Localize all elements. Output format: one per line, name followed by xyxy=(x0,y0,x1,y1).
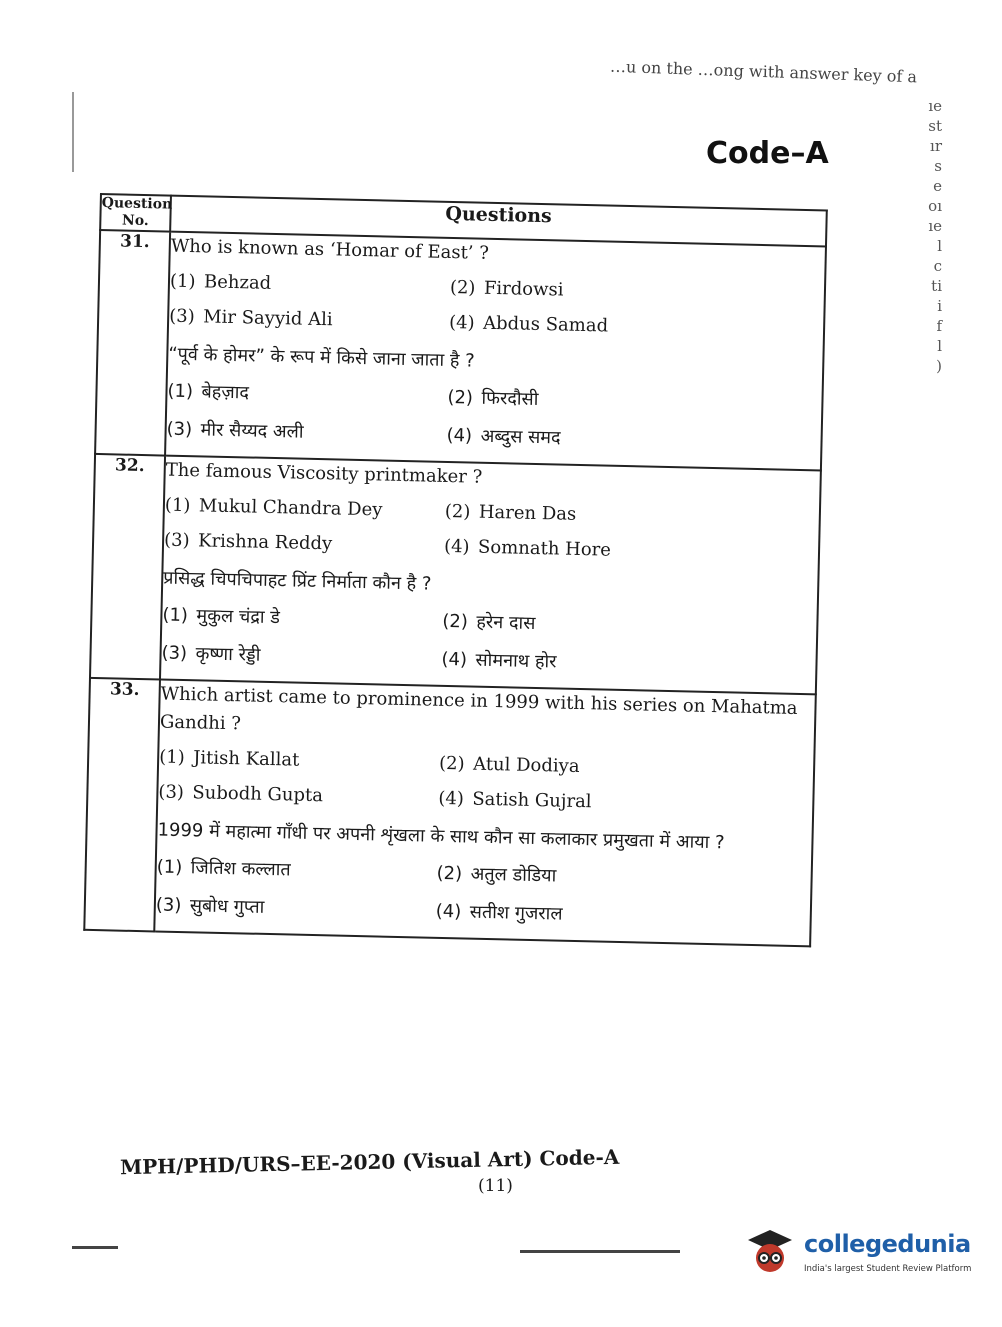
option-number: (4) xyxy=(435,900,462,923)
question-text-hindi: 1999 में महात्मा गाँधी पर अपनी शृंखला के साथ कौन सा कलाकार प्रमुखता में आया ? xyxy=(157,819,725,854)
question-number: 31. xyxy=(95,230,170,456)
option xyxy=(447,385,821,417)
question-row xyxy=(84,678,816,946)
option xyxy=(165,495,445,522)
option-text: Behzad xyxy=(203,271,272,294)
option xyxy=(445,501,819,530)
option-number: (4) xyxy=(441,648,468,671)
option-text: मीर सैय्यद अली xyxy=(200,419,304,443)
option-text: Subodh Gupta xyxy=(192,782,324,807)
option xyxy=(450,277,824,306)
question-table xyxy=(83,193,828,947)
question-text-hindi: प्रसिद्ध चिपचिपाहट प्रिंट निर्माता कौन है ? xyxy=(163,567,432,595)
option-number: (2) xyxy=(444,500,471,523)
option-number: (3) xyxy=(158,781,185,804)
option-text: फिरदौसी xyxy=(481,387,539,410)
edge-letter: c xyxy=(933,257,942,275)
question-sheet xyxy=(78,193,846,1170)
option xyxy=(164,530,444,557)
edge-letter: s xyxy=(934,157,942,175)
option xyxy=(156,892,436,922)
edge-letter: l xyxy=(937,237,942,255)
option-number: (1) xyxy=(156,856,183,879)
option-text: कृष्णा रेड्डी xyxy=(195,643,261,666)
option xyxy=(442,609,816,641)
edge-letter: ıe xyxy=(928,217,942,235)
option-text: Atul Dodiya xyxy=(472,753,580,778)
option-number: (3) xyxy=(155,894,182,917)
english-options xyxy=(164,495,819,566)
graduate-mascot-icon xyxy=(742,1224,798,1280)
column-header-no: Question No. xyxy=(100,194,171,232)
question-body xyxy=(160,456,821,695)
option-number: (2) xyxy=(449,276,476,299)
scan-mark-edge xyxy=(72,92,74,172)
option xyxy=(438,788,812,817)
question-text-english: The famous Viscosity printmaker ? xyxy=(165,459,483,488)
option xyxy=(162,603,442,633)
question-text-english: Which artist came to prominence in 1999 with his series on Mahatma Gandhi ? xyxy=(159,683,798,735)
option-number: (3) xyxy=(168,305,195,328)
option xyxy=(439,753,813,782)
option xyxy=(436,861,810,893)
option xyxy=(167,379,447,409)
option-text: बेहज़ाद xyxy=(201,381,250,404)
option-text: सुबोध गुप्ता xyxy=(189,895,265,918)
collegedunia-logo xyxy=(742,1224,972,1280)
option-text: मुकुल चंद्रा डे xyxy=(196,605,281,629)
option-number: (1) xyxy=(169,270,196,293)
option-text: Mukul Chandra Dey xyxy=(198,495,383,521)
option-number: (1) xyxy=(164,494,191,517)
question-text-hindi: “पूर्व के होमर” के रूप में किसे जाना जाता है ? xyxy=(168,343,475,372)
code-title: Code–A xyxy=(706,136,829,171)
edge-letter: i xyxy=(937,297,942,315)
edge-letter: ıe xyxy=(928,97,942,115)
option-text: सतीश गुजराल xyxy=(469,901,563,925)
option-number: (4) xyxy=(446,424,473,447)
question-text-english: Who is known as ‘Homar of East’ ? xyxy=(170,235,490,264)
option xyxy=(161,641,441,671)
option xyxy=(444,536,818,565)
option-text: अतुल डोडिया xyxy=(470,863,557,887)
option-text: Haren Das xyxy=(478,501,577,525)
edge-letter: l xyxy=(937,337,942,355)
brand-tagline: India's largest Student Review Platform xyxy=(804,1264,972,1274)
option-text: सोमनाथ होर xyxy=(475,649,557,673)
option xyxy=(158,781,438,808)
english-options xyxy=(169,271,824,342)
hindi-options xyxy=(166,379,821,456)
english-options xyxy=(158,746,813,817)
question-number: 32. xyxy=(90,454,165,680)
option xyxy=(436,899,810,931)
option-text: Firdowsi xyxy=(483,277,564,301)
option-number: (3) xyxy=(161,642,188,665)
edge-letter: st xyxy=(928,117,942,135)
question-row xyxy=(95,230,826,470)
option-number: (3) xyxy=(166,418,193,441)
option xyxy=(169,306,449,333)
scan-mark-left xyxy=(72,1246,118,1249)
option-number: (2) xyxy=(447,386,474,409)
option-number: (4) xyxy=(443,535,470,558)
option xyxy=(166,417,446,447)
option-number: (2) xyxy=(442,610,469,633)
option-number: (1) xyxy=(158,746,185,769)
question-body xyxy=(165,232,826,471)
option-number: (4) xyxy=(448,311,475,334)
option-text: Satish Gujral xyxy=(472,788,592,813)
question-body xyxy=(154,679,816,946)
option-text: Somnath Hore xyxy=(477,536,612,561)
option-number: (1) xyxy=(162,604,189,627)
edge-letter: ır xyxy=(930,137,942,155)
option-text: Mir Sayyid Ali xyxy=(202,306,333,331)
hindi-options xyxy=(161,603,816,680)
edge-letter: f xyxy=(936,317,942,335)
option-number: (2) xyxy=(438,752,465,775)
edge-letter: ) xyxy=(936,357,942,375)
edge-letters xyxy=(912,96,942,376)
brand-name: collegedunia xyxy=(804,1230,971,1258)
option xyxy=(441,647,815,679)
option-number: (2) xyxy=(436,862,463,885)
question-number: 33. xyxy=(84,678,160,932)
option xyxy=(156,854,436,884)
option-text: अब्दुस समद xyxy=(480,425,561,449)
edge-letter: e xyxy=(933,177,942,195)
edge-letter: oı xyxy=(928,197,942,215)
question-row xyxy=(90,454,821,694)
page-number: (11) xyxy=(478,1176,513,1196)
header-fragment: …u on the …ong with answer key of a xyxy=(609,56,918,87)
option xyxy=(449,312,823,341)
option-text: Abdus Samad xyxy=(482,312,609,337)
option-text: Krishna Reddy xyxy=(197,530,333,555)
option xyxy=(170,271,450,298)
hindi-options xyxy=(156,854,811,931)
scan-mark-bottom xyxy=(520,1250,680,1253)
option xyxy=(446,423,820,455)
option-number: (1) xyxy=(167,380,194,403)
option-number: (4) xyxy=(438,787,465,810)
option-number: (3) xyxy=(163,529,190,552)
option-text: हरेन दास xyxy=(476,611,536,634)
option-text: Jitish Kallat xyxy=(192,747,300,771)
edge-letter: ti xyxy=(931,277,942,295)
option xyxy=(159,746,439,773)
paper-code: MPH/PHD/URS–EE-2020 (Visual Art) Code-A xyxy=(119,1144,620,1180)
column-header-questions: Questions xyxy=(170,196,827,247)
option-text: जितिश कल्लात xyxy=(190,857,291,881)
